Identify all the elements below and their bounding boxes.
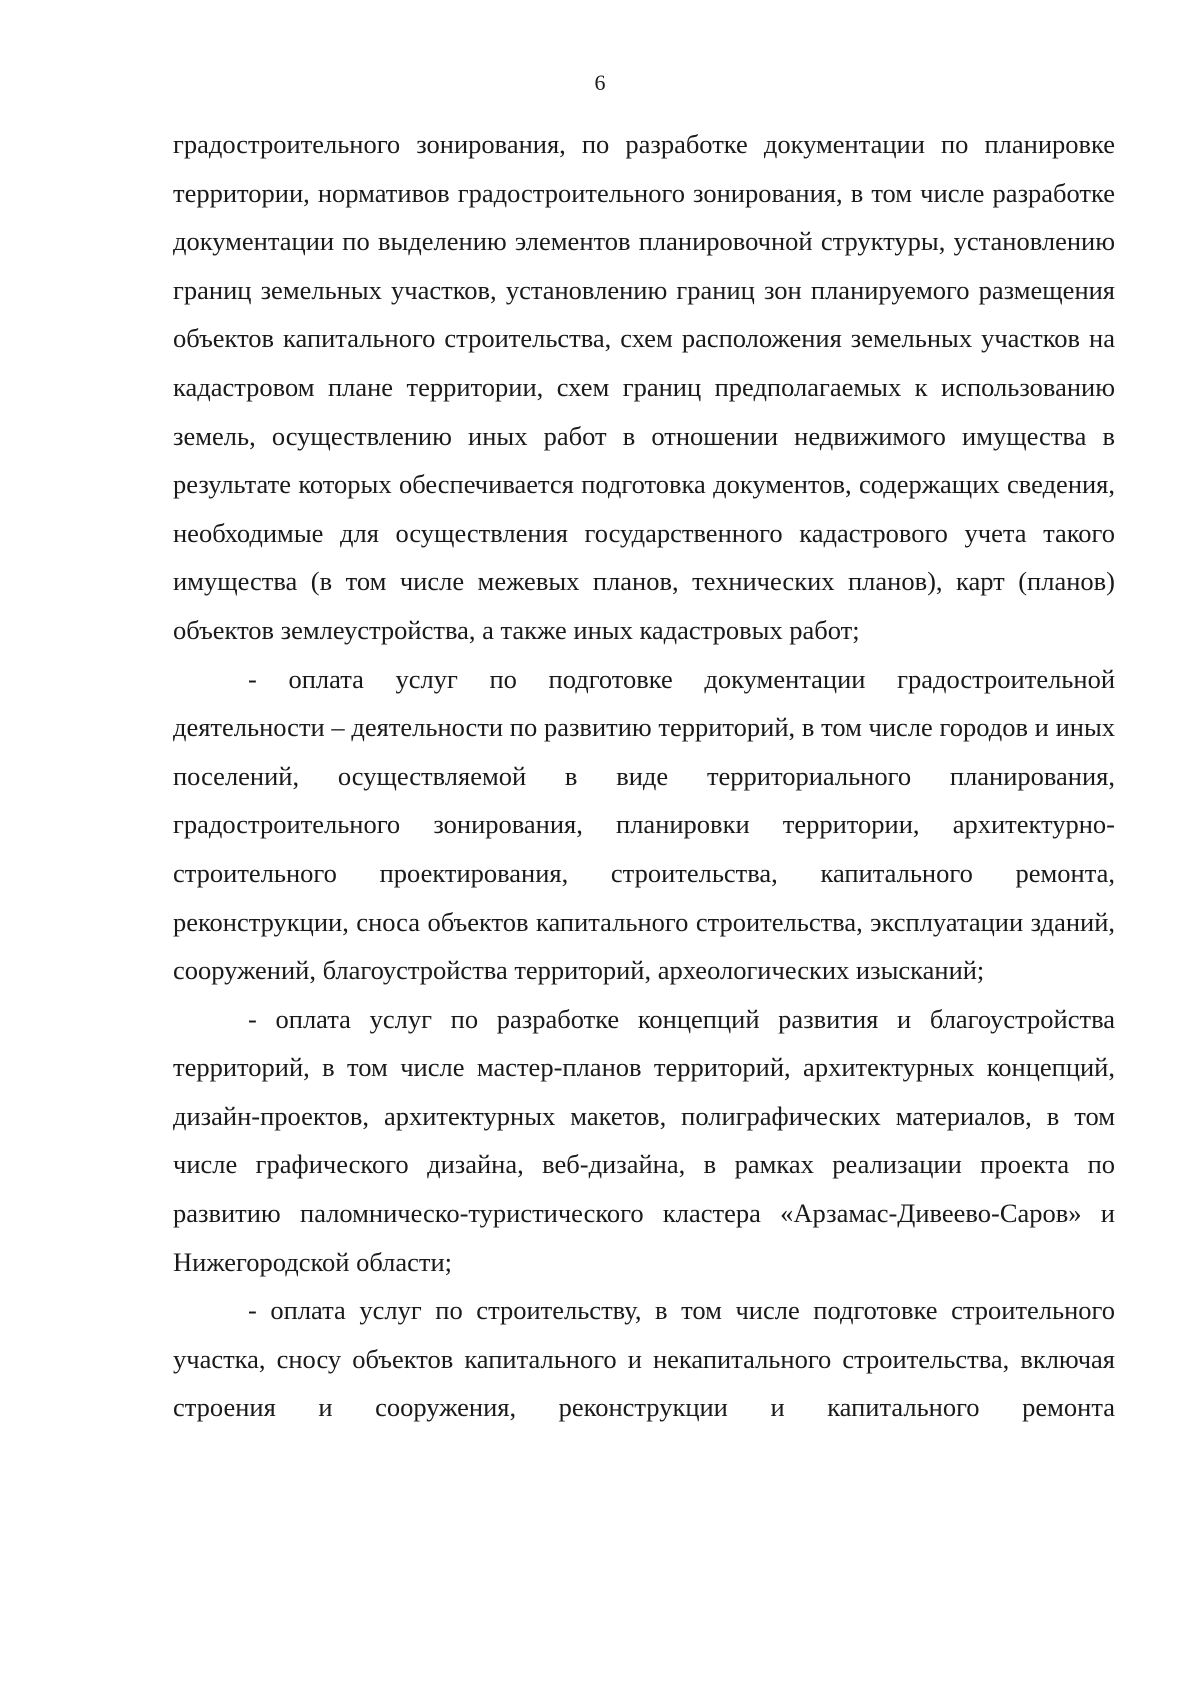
- paragraph-urban-planning-docs: - оплата услуг по подготовке документации градостроительной деятельности – деятельности по развитию территорий, в том числе городов и иных поселений, осуществляемой в виде территориального планирования, градостроительного зонирования, планировки территории, архитектурно-строительного проектирования, строительства, капитального ремонта, реконструкции, сноса объектов капитального строительства, эксплуатации зданий, сооружений, благоустройства территорий, археологических изысканий;: [173, 663, 1115, 986]
- paragraph-construction-services: - оплата услуг по строительству, в том числе подготовке строительного участка, сносу объектов капитального и некапитального строительства, включая строения и сооружения, реконструкции и капитального ремонта: [173, 1295, 1115, 1423]
- paragraph-continuation: градостроительного зонирования, по разработке документации по планировке территории, нормативов градостроительного зонирования, в том числе разработке документации по выделению элементов планировочной структуры, установлению границ земельных участков, установлению границ зон планируемого размещения объектов капитального строительства, схем расположения земельных участков на кадастровом плане территории, схем границ предполагаемых к использованию земель, осуществлению иных работ в отношении недвижимого имущества в результате которых обеспечивается подготовка документов, содержащих сведения, необходимые для осуществления государственного кадастрового учета такого имущества (в том числе межевых планов, технических планов), карт (планов) объектов землеустройства, а также иных кадастровых работ;: [173, 129, 1115, 645]
- document-body: [173, 120, 1115, 1432]
- paragraph-development-concepts: - оплата услуг по разработке концепций развития и благоустройства территорий, в том числе мастер-планов территорий, архитектурных концепций, дизайн-проектов, архитектурных макетов, полиграфических материалов, в том числе графического дизайна, веб-дизайна, в рамках реализации проекта по развитию паломническо-туристического кластера «Арзамас-Дивеево-Саров» и Нижегородской области;: [173, 1003, 1115, 1277]
- page-number: 6: [594, 70, 606, 95]
